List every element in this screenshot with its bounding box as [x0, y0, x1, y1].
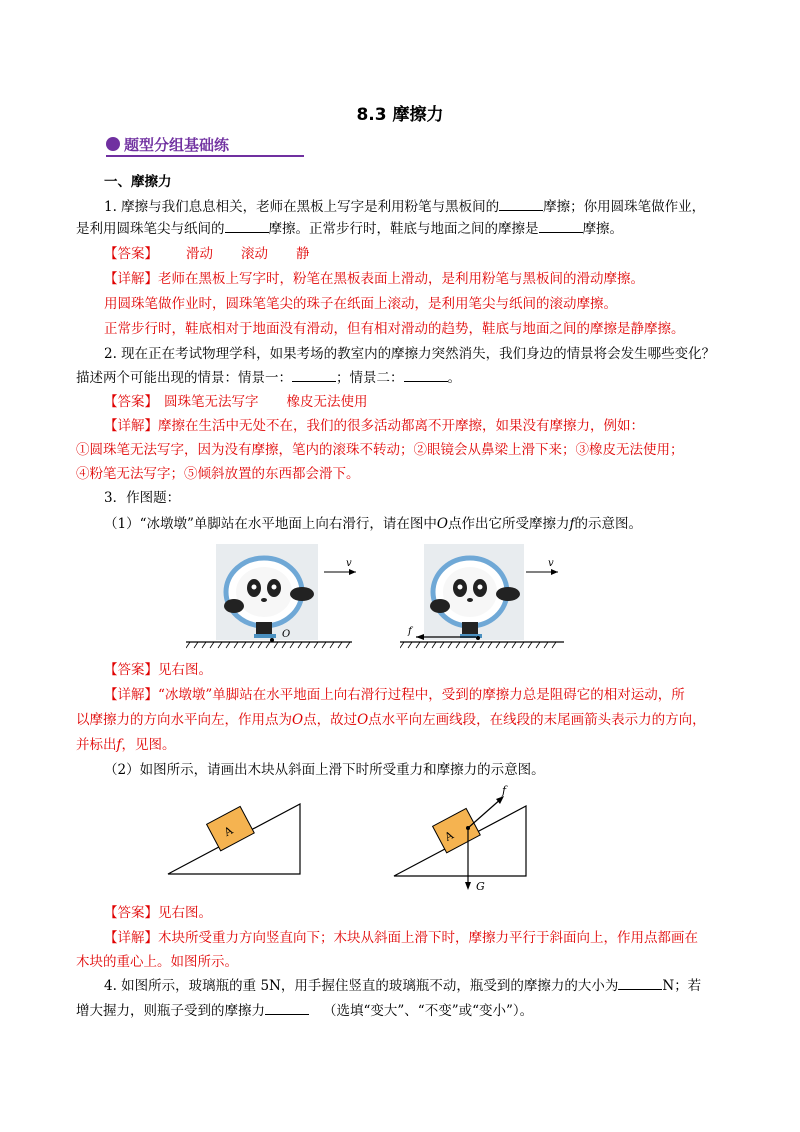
block-a-label: A: [221, 823, 236, 839]
explanation-text: 木块的重心上。如图所示。: [76, 954, 238, 970]
velocity-label: v: [346, 558, 352, 569]
q2-text: 描述两个可能出现的情景：情景一：: [76, 370, 292, 386]
q3-text: 的示意图。: [574, 516, 642, 532]
explanation-label: 【详解】: [104, 687, 158, 703]
q2-line1: 2. 现在正在考试物理学科，如果考场的教室内的摩擦力突然消失，我们身边的情景将会发生哪些变化？: [104, 346, 716, 362]
answer-value: 见右图。: [158, 905, 212, 921]
answer-value: 滚动: [241, 246, 268, 262]
answer-label: 【答案】: [104, 246, 158, 262]
banner-label: 题型分组基础练: [124, 136, 230, 154]
q2-text: ；情景二：: [336, 370, 404, 386]
q4-line2: [76, 1001, 533, 1021]
q1-line2: [76, 219, 623, 239]
q2-explanation: [104, 416, 644, 436]
force-f-label: f: [408, 626, 412, 637]
explanation-text: 摩擦在生活中无处不在，我们的很多活动都离不开摩擦，如果没有摩擦力，例如：: [158, 418, 644, 434]
bullet-icon: [106, 137, 120, 151]
explanation-text: “冰墩墩”单脚站在水平地面上向右滑行过程中，受到的摩擦力总是阻碍它的相对运动，所: [158, 687, 685, 703]
answer-value: 圆珠笔无法写字: [164, 394, 259, 410]
q3-explanation3: [76, 735, 176, 755]
point-o-label: O: [436, 516, 448, 532]
point-o-label: O: [292, 712, 304, 728]
explanation-text: 点，故过: [303, 712, 358, 728]
q2-text: 。: [447, 370, 461, 386]
section-heading: 一、摩擦力: [104, 174, 172, 190]
page-title: 8.3 摩擦力: [356, 105, 444, 125]
q1-text: 摩擦。正常步行时，鞋底与地面之间的摩擦是: [268, 221, 539, 237]
explanation-text: 老师在黑板上写字时，粉笔在黑板表面上滑动，是利用粉笔与黑板间的滑动摩擦。: [158, 271, 644, 287]
explanation-text: ，见图。: [121, 737, 176, 753]
explanation-text: 点水平向左画线段，在线段的末尾画箭头表示力的方向，: [368, 712, 706, 728]
q3-heading: 3．作图题：: [104, 490, 181, 506]
force-f-label: f: [502, 784, 507, 797]
q3-answer1: [104, 660, 212, 680]
block-a-label: A: [442, 828, 456, 844]
q1-text: 摩擦；你用圆珠笔做作业，: [543, 199, 706, 215]
incline-answer-figure: [390, 784, 550, 894]
answer-blank: [292, 368, 336, 382]
q3-explanation4: [104, 928, 698, 948]
q3-part2: （2）如图所示，请画出木块从斜面上滑下时所受重力和摩擦力的示意图。: [104, 762, 545, 778]
answer-label: 【答案】: [104, 905, 158, 921]
figure-skating-answer: [400, 540, 570, 652]
explanation-text: 以摩擦力的方向水平向左，作用点为: [76, 712, 292, 728]
q4-text: 增大握力，则瓶子受到的摩擦力: [76, 1003, 265, 1019]
explanation-text: ④粉笔无法写字；⑤倾斜放置的东西都会滑下。: [76, 466, 360, 482]
figure-skating-mascot: [186, 540, 366, 652]
q4-text: （选填“变大”、“不变”或“变小”）。: [323, 1003, 534, 1019]
q1-answer: [104, 244, 310, 264]
block-a: [433, 808, 481, 852]
q3-part1: [104, 514, 642, 534]
q3-explanation1: [104, 685, 685, 705]
q4-text: N；若: [662, 978, 702, 994]
q4-text: 4. 如图所示，玻璃瓶的重 5N，用手握住竖直的玻璃瓶不动，瓶受到的摩擦力的大小为: [104, 978, 619, 994]
q1-explanation: [104, 269, 644, 289]
banner-underline: [106, 155, 304, 157]
answer-value: 滑动: [186, 246, 213, 262]
answer-blank: [618, 976, 662, 990]
explanation-text: 木块所受重力方向竖直向下；木块从斜面上滑下时，摩擦力平行于斜面向上，作用点都画在: [158, 930, 698, 946]
q3-text: 点作出它所受摩擦力: [447, 516, 570, 532]
friction-arrow: [468, 798, 502, 828]
force-f-label: f: [116, 737, 122, 753]
answer-value: 静: [296, 246, 310, 262]
explanation-label: 【详解】: [104, 271, 158, 287]
q1-text: 1. 摩擦与我们息息相关，老师在黑板上写字是利用粉笔与黑板间的: [104, 199, 500, 215]
answer-blank: [225, 219, 269, 233]
q1-line1: [104, 197, 705, 217]
ground-hatch: [400, 642, 556, 648]
explanation-label: 【详解】: [104, 930, 158, 946]
q4-line1: [104, 976, 701, 996]
incline-figure: [164, 794, 314, 878]
answer-blank: [539, 219, 583, 233]
q2-line2: [76, 368, 461, 388]
answer-blank: [404, 368, 448, 382]
explanation-text: 并标出: [76, 737, 117, 753]
ground-hatch: [186, 642, 350, 648]
explanation-text: ①圆珠笔无法写字，因为没有摩擦，笔内的滚珠不转动；②眼镜会从鼻梁上滑下来；③橡皮无法使用；: [76, 442, 684, 458]
q3-answer2: [104, 903, 212, 923]
answer-label: 【答案】: [104, 662, 158, 678]
q2-answer: [104, 392, 368, 412]
gravity-label: G: [476, 880, 485, 893]
point-o-label: O: [357, 712, 369, 728]
answer-value: 见右图。: [158, 662, 212, 678]
velocity-label: v: [548, 558, 554, 569]
point-o-label: O: [282, 629, 291, 640]
force-f-label: f: [569, 516, 575, 532]
q1-text: 摩擦。: [582, 221, 623, 237]
answer-label: 【答案】: [104, 394, 158, 410]
q1-text: 是利用圆珠笔尖与纸间的: [76, 221, 225, 237]
answer-value: 橡皮无法使用: [286, 394, 368, 410]
explanation-text: 用圆珠笔做作业时，圆珠笔笔尖的珠子在纸面上滚动，是利用笔尖与纸间的滚动摩擦。: [104, 296, 617, 312]
answer-blank: [499, 197, 543, 211]
section-banner: [106, 134, 304, 158]
explanation-text: 正常步行时，鞋底相对于地面没有滑动，但有相对滑动的趋势，鞋底与地面之间的摩擦是静摩擦。: [104, 321, 685, 337]
q3-explanation2: [76, 710, 706, 730]
q3-text: （1）“冰墩墩”单脚站在水平地面上向右滑行，请在图中: [104, 516, 437, 532]
explanation-label: 【详解】: [104, 418, 158, 434]
answer-blank: [265, 1001, 309, 1015]
